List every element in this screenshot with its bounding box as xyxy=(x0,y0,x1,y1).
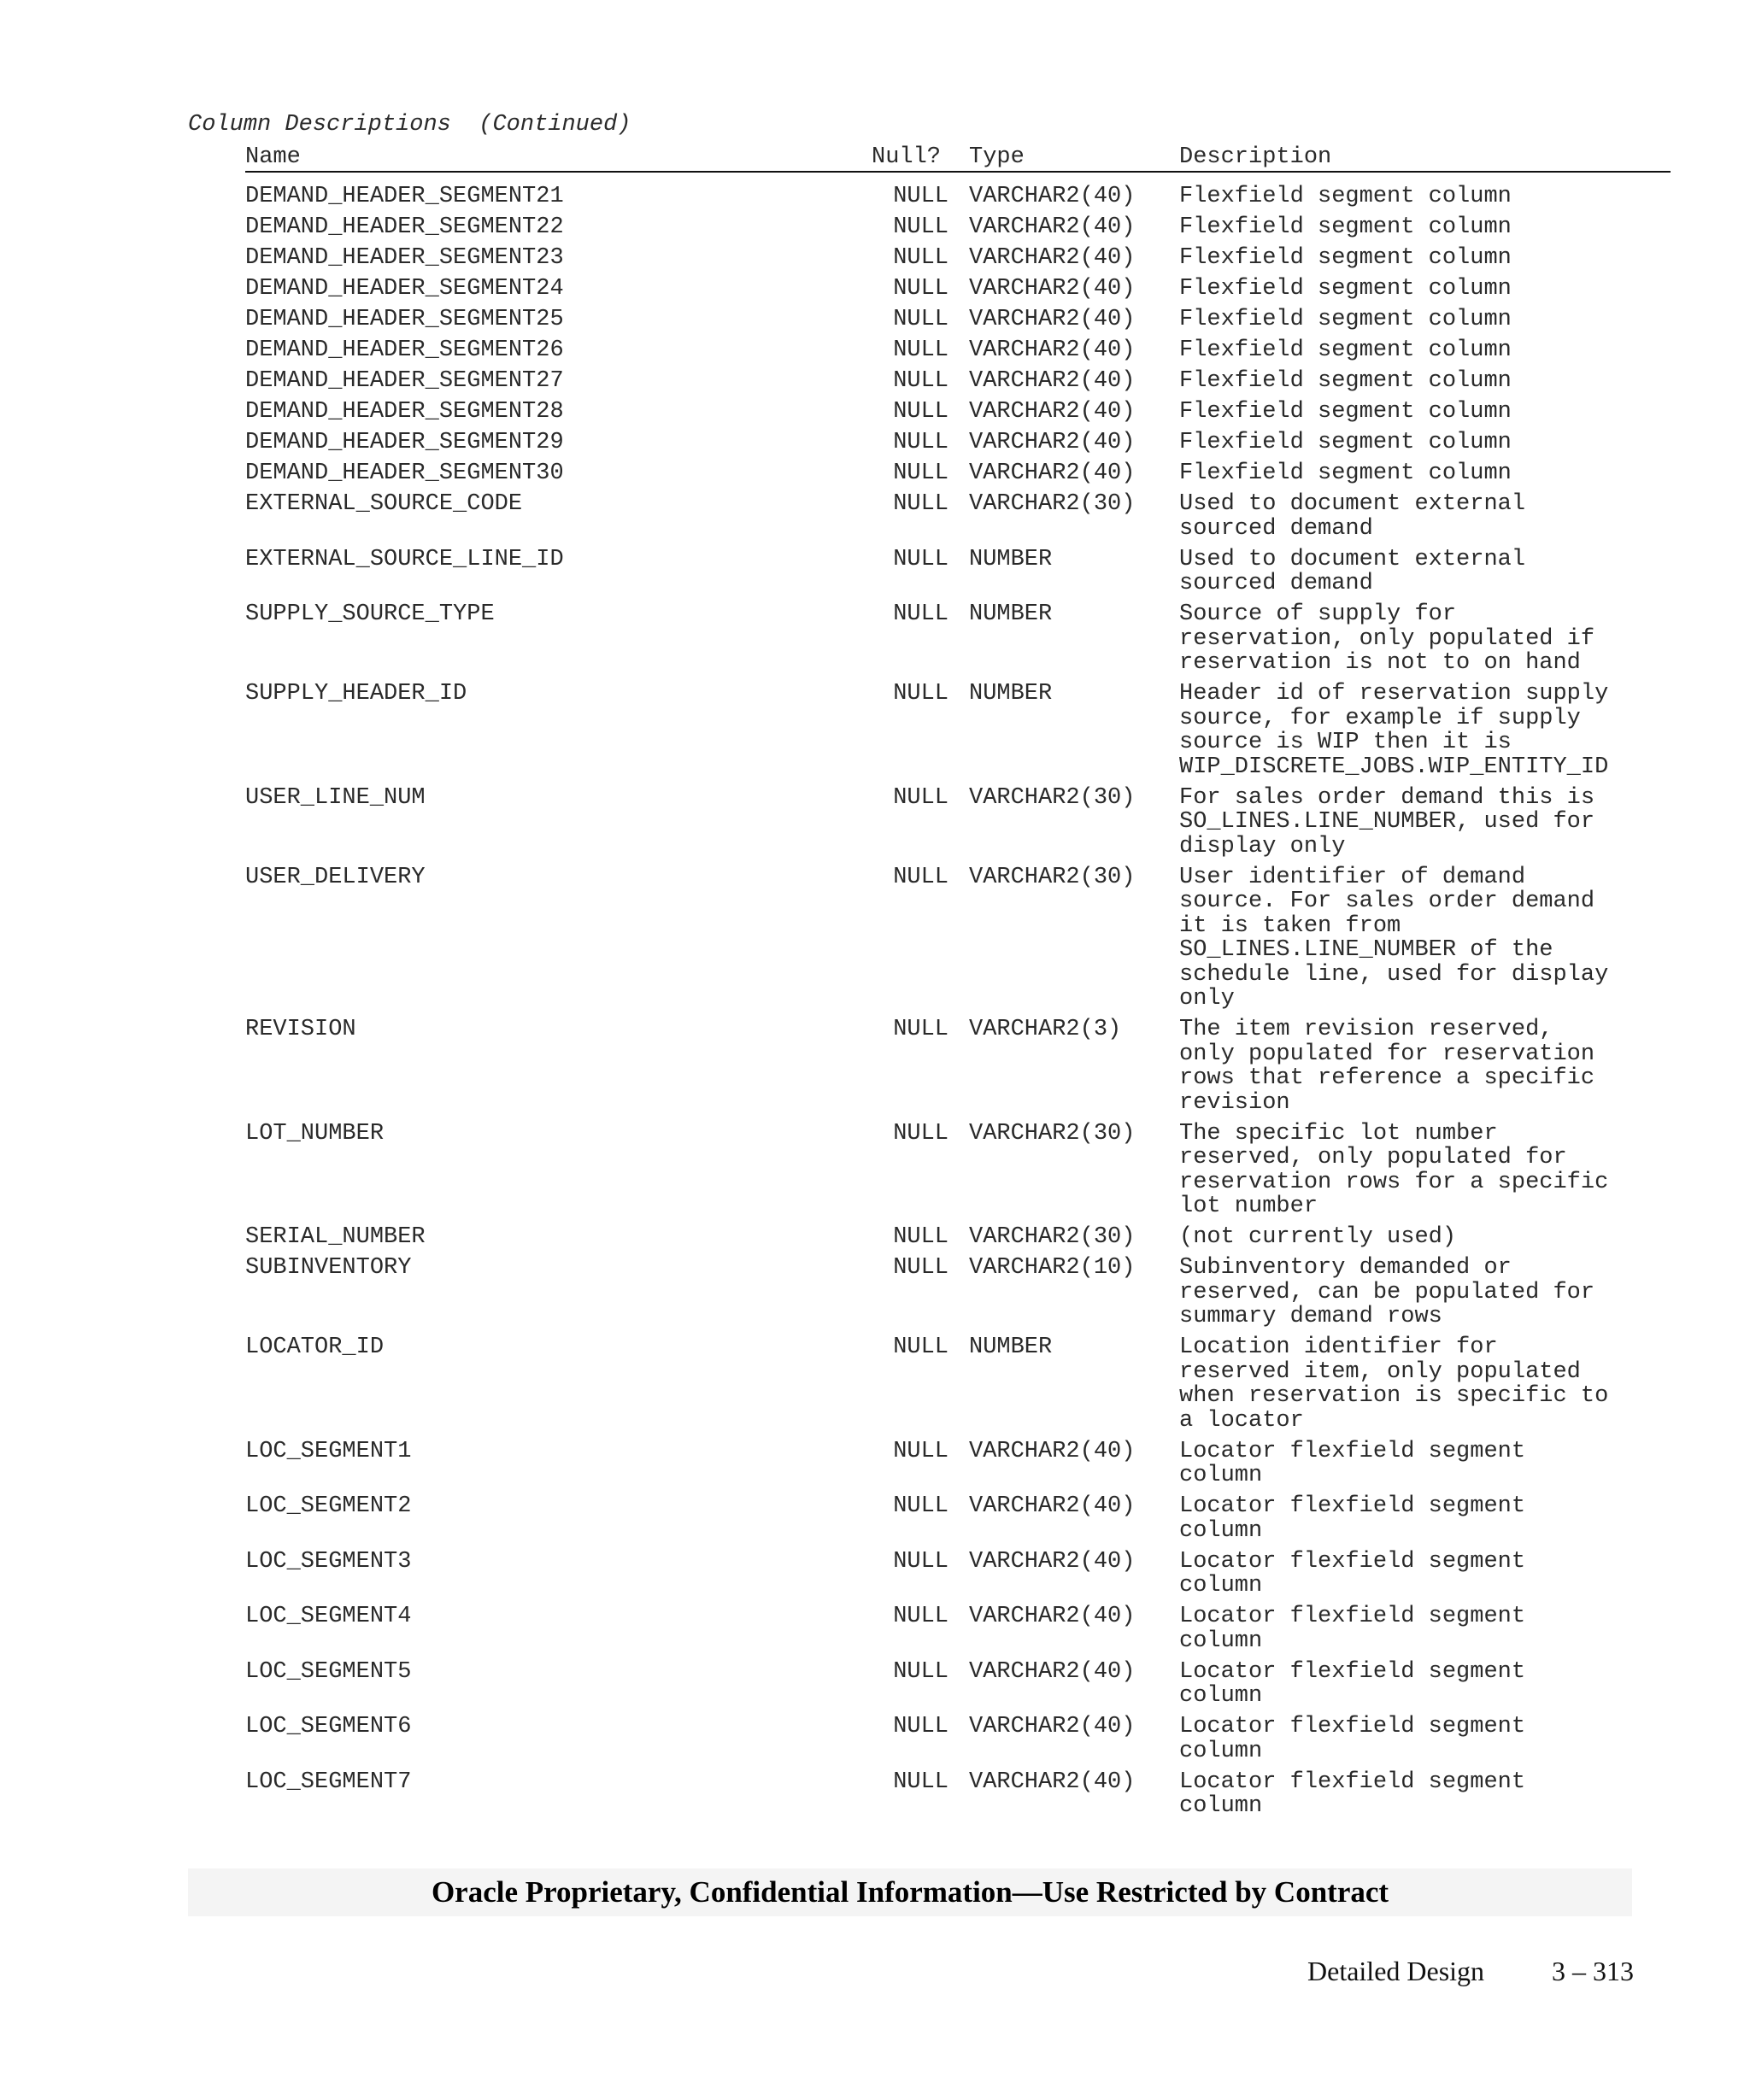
column-nullability: NULL xyxy=(893,1224,948,1250)
footer-section-name: Detailed Design xyxy=(1307,1956,1485,1986)
description-line: column xyxy=(1179,1573,1263,1598)
column-description xyxy=(1179,461,1692,486)
table-row xyxy=(0,246,1750,271)
column-nullability: NULL xyxy=(893,368,948,394)
table-row xyxy=(0,461,1750,486)
column-description xyxy=(1179,1256,1692,1329)
column-type: VARCHAR2(40) xyxy=(969,430,1136,455)
description-line: reserved, can be populated for xyxy=(1179,1279,1595,1305)
column-nullability: NULL xyxy=(893,1438,948,1464)
column-nullability: NULL xyxy=(893,681,948,707)
description-line: Flexfield segment column xyxy=(1179,460,1512,486)
column-type: VARCHAR2(40) xyxy=(969,368,1136,394)
description-line: Locator flexfield segment xyxy=(1179,1548,1526,1575)
column-description xyxy=(1179,369,1692,394)
description-line: column xyxy=(1179,1517,1263,1544)
description-line: column xyxy=(1179,1793,1263,1819)
column-description xyxy=(1179,492,1692,541)
column-header-null: Null? xyxy=(872,144,942,170)
column-name: DEMAND_HEADER_SEGMENT30 xyxy=(245,460,564,486)
description-line: Subinventory demanded or xyxy=(1179,1255,1512,1281)
column-description xyxy=(1179,431,1692,455)
column-description xyxy=(1179,277,1692,302)
column-type: VARCHAR2(40) xyxy=(969,1604,1136,1629)
description-line: sourced demand xyxy=(1179,515,1373,542)
table-row xyxy=(0,1225,1750,1250)
description-line: For sales order demand this is xyxy=(1179,784,1595,811)
column-nullability: NULL xyxy=(893,601,948,627)
column-type: VARCHAR2(40) xyxy=(969,337,1136,363)
description-line: reservation is not to on hand xyxy=(1179,650,1581,676)
column-header-name: Name xyxy=(245,144,301,170)
table-row xyxy=(0,308,1750,332)
column-nullability: NULL xyxy=(893,1548,948,1575)
column-nullability: NULL xyxy=(893,214,948,240)
description-line: lot number xyxy=(1179,1194,1318,1219)
column-type: VARCHAR2(40) xyxy=(969,399,1136,425)
column-description xyxy=(1179,1550,1692,1598)
column-type: VARCHAR2(40) xyxy=(969,1769,1136,1795)
column-description xyxy=(1179,1440,1692,1488)
column-description xyxy=(1179,1335,1692,1433)
column-type: VARCHAR2(40) xyxy=(969,307,1136,332)
column-name: DEMAND_HEADER_SEGMENT28 xyxy=(245,399,564,425)
table-row xyxy=(0,1770,1750,1819)
column-type: VARCHAR2(30) xyxy=(969,491,1136,517)
description-line: WIP_DISCRETE_JOBS.WIP_ENTITY_ID xyxy=(1179,754,1609,780)
column-nullability: NULL xyxy=(893,245,948,271)
description-line: User identifier of demand xyxy=(1179,864,1526,890)
column-description xyxy=(1179,1225,1692,1250)
column-nullability: NULL xyxy=(893,546,948,572)
table-row xyxy=(0,1660,1750,1709)
column-name: DEMAND_HEADER_SEGMENT24 xyxy=(245,276,564,302)
column-header-type: Type xyxy=(969,144,1025,170)
description-line: Flexfield segment column xyxy=(1179,399,1512,425)
description-line: SO_LINES.LINE_NUMBER, used for xyxy=(1179,809,1595,835)
table-row xyxy=(0,602,1750,676)
column-nullability: NULL xyxy=(893,430,948,455)
column-name: USER_LINE_NUM xyxy=(245,784,426,811)
column-description xyxy=(1179,865,1692,1012)
column-type: NUMBER xyxy=(969,1334,1053,1360)
table-row xyxy=(0,185,1750,209)
column-description xyxy=(1179,1018,1692,1115)
column-nullability: NULL xyxy=(893,399,948,425)
column-nullability: NULL xyxy=(893,1120,948,1147)
column-name: REVISION xyxy=(245,1017,356,1042)
column-description xyxy=(1179,1660,1692,1709)
table-row xyxy=(0,277,1750,302)
description-line: (not currently used) xyxy=(1179,1224,1457,1250)
description-line: reserved, only populated for xyxy=(1179,1145,1567,1170)
description-line: column xyxy=(1179,1463,1263,1488)
table-row xyxy=(0,1256,1750,1329)
column-name: SUPPLY_SOURCE_TYPE xyxy=(245,601,495,627)
description-line: column xyxy=(1179,1628,1263,1654)
description-line: Flexfield segment column xyxy=(1179,430,1512,455)
column-name: SERIAL_NUMBER xyxy=(245,1224,426,1250)
column-type: VARCHAR2(10) xyxy=(969,1255,1136,1281)
table-row xyxy=(0,492,1750,541)
column-description xyxy=(1179,185,1692,209)
column-description xyxy=(1179,1494,1692,1543)
description-line: Location identifier for xyxy=(1179,1334,1498,1360)
description-line: Locator flexfield segment xyxy=(1179,1769,1526,1795)
section-title: Column Descriptions (Continued) xyxy=(188,112,631,138)
table-row xyxy=(0,1494,1750,1543)
column-type: VARCHAR2(40) xyxy=(969,184,1136,209)
column-type: VARCHAR2(40) xyxy=(969,214,1136,240)
column-name: LOCATOR_ID xyxy=(245,1334,385,1360)
column-description xyxy=(1179,1604,1692,1653)
column-name: SUPPLY_HEADER_ID xyxy=(245,681,467,707)
column-type: NUMBER xyxy=(969,681,1053,707)
confidentiality-banner: Oracle Proprietary, Confidential Information––Use Restricted by Contract xyxy=(188,1868,1632,1916)
description-line: Flexfield segment column xyxy=(1179,368,1512,394)
column-type: NUMBER xyxy=(969,546,1053,572)
column-name: DEMAND_HEADER_SEGMENT26 xyxy=(245,337,564,363)
table-row xyxy=(0,338,1750,363)
column-name: DEMAND_HEADER_SEGMENT21 xyxy=(245,184,564,209)
description-line: Locator flexfield segment xyxy=(1179,1714,1526,1739)
column-name: LOC_SEGMENT6 xyxy=(245,1714,412,1739)
column-type: VARCHAR2(30) xyxy=(969,1120,1136,1147)
column-description xyxy=(1179,548,1692,596)
column-type: VARCHAR2(30) xyxy=(969,864,1136,890)
column-nullability: NULL xyxy=(893,307,948,332)
column-type: VARCHAR2(40) xyxy=(969,1493,1136,1519)
column-description xyxy=(1179,400,1692,425)
description-line: Locator flexfield segment xyxy=(1179,1493,1526,1519)
column-name: DEMAND_HEADER_SEGMENT29 xyxy=(245,430,564,455)
column-type: VARCHAR2(40) xyxy=(969,1438,1136,1464)
table-row xyxy=(0,1715,1750,1763)
description-line: rows that reference a specific xyxy=(1179,1065,1595,1091)
description-line: only populated for reservation xyxy=(1179,1041,1595,1067)
column-name: EXTERNAL_SOURCE_CODE xyxy=(245,491,523,517)
column-header-description: Description xyxy=(1179,144,1332,170)
table-row xyxy=(0,682,1750,779)
description-line: it is taken from xyxy=(1179,912,1401,939)
column-type: VARCHAR2(40) xyxy=(969,460,1136,486)
column-nullability: NULL xyxy=(893,337,948,363)
column-type: NUMBER xyxy=(969,601,1053,627)
description-line: a locator xyxy=(1179,1407,1304,1434)
table-row xyxy=(0,431,1750,455)
description-line: Flexfield segment column xyxy=(1179,184,1512,209)
description-line: Used to document external xyxy=(1179,546,1526,572)
description-line: Header id of reservation supply xyxy=(1179,681,1609,707)
description-line: source is WIP then it is xyxy=(1179,730,1512,755)
column-nullability: NULL xyxy=(893,1604,948,1629)
column-nullability: NULL xyxy=(893,1334,948,1360)
column-name: EXTERNAL_SOURCE_LINE_ID xyxy=(245,546,564,572)
description-line: column xyxy=(1179,1738,1263,1764)
column-description xyxy=(1179,1770,1692,1819)
column-name: LOC_SEGMENT1 xyxy=(245,1438,412,1464)
table-row xyxy=(0,865,1750,1012)
column-description xyxy=(1179,215,1692,240)
description-line: revision xyxy=(1179,1089,1290,1116)
column-name: DEMAND_HEADER_SEGMENT23 xyxy=(245,245,564,271)
table-row xyxy=(0,1550,1750,1598)
column-nullability: NULL xyxy=(893,1658,948,1685)
column-name: DEMAND_HEADER_SEGMENT22 xyxy=(245,214,564,240)
table-row xyxy=(0,215,1750,240)
table-row xyxy=(0,1604,1750,1653)
column-description xyxy=(1179,682,1692,779)
description-line: Locator flexfield segment xyxy=(1179,1438,1526,1464)
description-line: sourced demand xyxy=(1179,571,1373,596)
description-line: Flexfield segment column xyxy=(1179,337,1512,363)
column-nullability: NULL xyxy=(893,1255,948,1281)
column-nullability: NULL xyxy=(893,784,948,811)
description-line: source. For sales order demand xyxy=(1179,889,1595,914)
column-type: VARCHAR2(30) xyxy=(969,1224,1136,1250)
column-nullability: NULL xyxy=(893,184,948,209)
description-line: The specific lot number xyxy=(1179,1120,1498,1147)
column-nullability: NULL xyxy=(893,491,948,517)
column-nullability: NULL xyxy=(893,276,948,302)
column-table-body xyxy=(0,185,1750,1825)
column-type: VARCHAR2(40) xyxy=(969,1658,1136,1685)
column-nullability: NULL xyxy=(893,864,948,890)
description-line: source, for example if supply xyxy=(1179,705,1581,731)
description-line: Locator flexfield segment xyxy=(1179,1658,1526,1685)
column-name: DEMAND_HEADER_SEGMENT27 xyxy=(245,368,564,394)
description-line: The item revision reserved, xyxy=(1179,1017,1553,1042)
column-description xyxy=(1179,602,1692,676)
column-type: VARCHAR2(40) xyxy=(969,1548,1136,1575)
description-line: when reservation is specific to xyxy=(1179,1383,1609,1409)
table-header xyxy=(0,145,1750,171)
column-nullability: NULL xyxy=(893,1714,948,1739)
description-line: Flexfield segment column xyxy=(1179,214,1512,240)
column-name: LOC_SEGMENT7 xyxy=(245,1769,412,1795)
column-nullability: NULL xyxy=(893,1017,948,1042)
column-type: VARCHAR2(30) xyxy=(969,784,1136,811)
description-line: summary demand rows xyxy=(1179,1304,1442,1329)
description-line: schedule line, used for display xyxy=(1179,961,1609,988)
table-row xyxy=(0,1335,1750,1433)
column-name: USER_DELIVERY xyxy=(245,864,426,890)
description-line: only xyxy=(1179,986,1235,1012)
column-nullability: NULL xyxy=(893,460,948,486)
table-row xyxy=(0,1440,1750,1488)
header-divider xyxy=(245,171,1671,173)
column-type: VARCHAR2(40) xyxy=(969,1714,1136,1739)
column-nullability: NULL xyxy=(893,1493,948,1519)
table-row xyxy=(0,786,1750,859)
column-description xyxy=(1179,338,1692,363)
column-name: LOC_SEGMENT2 xyxy=(245,1493,412,1519)
description-line: Locator flexfield segment xyxy=(1179,1604,1526,1629)
column-description xyxy=(1179,1715,1692,1763)
column-description xyxy=(1179,786,1692,859)
description-line: Flexfield segment column xyxy=(1179,307,1512,332)
column-description xyxy=(1179,308,1692,332)
column-name: LOC_SEGMENT3 xyxy=(245,1548,412,1575)
table-row xyxy=(0,1018,1750,1115)
column-type: VARCHAR2(40) xyxy=(969,245,1136,271)
table-row xyxy=(0,400,1750,425)
column-name: LOC_SEGMENT5 xyxy=(245,1658,412,1685)
description-line: reserved item, only populated xyxy=(1179,1358,1581,1385)
table-row xyxy=(0,1122,1750,1219)
description-line: Source of supply for xyxy=(1179,601,1457,627)
description-line: Flexfield segment column xyxy=(1179,245,1512,271)
column-name: LOT_NUMBER xyxy=(245,1120,385,1147)
column-name: LOC_SEGMENT4 xyxy=(245,1604,412,1629)
description-line: column xyxy=(1179,1683,1263,1709)
description-line: display only xyxy=(1179,833,1346,859)
column-type: VARCHAR2(3) xyxy=(969,1017,1122,1042)
page-number: 3 – 313 xyxy=(1552,1956,1634,1986)
column-name: DEMAND_HEADER_SEGMENT25 xyxy=(245,307,564,332)
description-line: reservation rows for a specific xyxy=(1179,1169,1609,1195)
column-description xyxy=(1179,1122,1692,1219)
description-line: reservation, only populated if xyxy=(1179,625,1595,652)
table-row xyxy=(0,548,1750,596)
description-line: SO_LINES.LINE_NUMBER of the xyxy=(1179,937,1553,963)
table-row xyxy=(0,369,1750,394)
column-description xyxy=(1179,246,1692,271)
column-nullability: NULL xyxy=(893,1769,948,1795)
column-type: VARCHAR2(40) xyxy=(969,276,1136,302)
description-line: Flexfield segment column xyxy=(1179,276,1512,302)
column-name: SUBINVENTORY xyxy=(245,1255,412,1281)
description-line: Used to document external xyxy=(1179,491,1526,517)
